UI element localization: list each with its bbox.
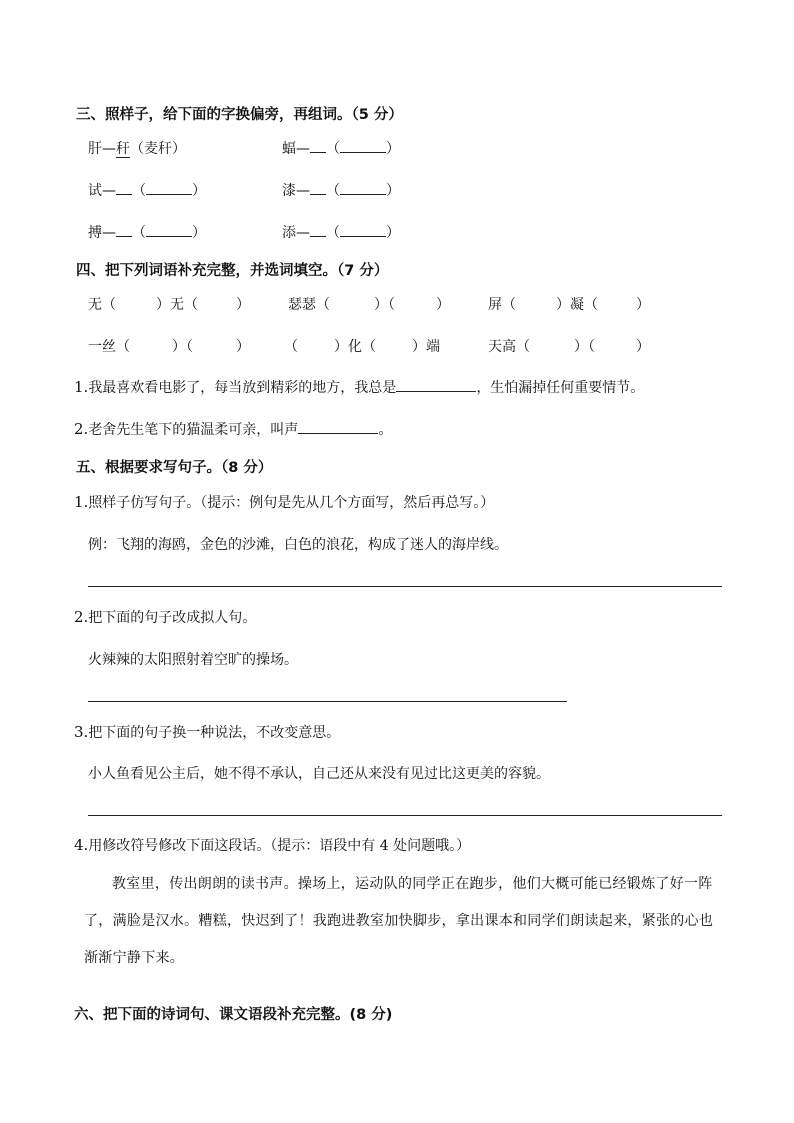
word-blank[interactable] — [340, 182, 386, 195]
idiom-part: ） — [436, 297, 450, 313]
example-answer: 秆 — [116, 141, 130, 157]
paren-close: ） — [386, 183, 400, 199]
paren-close: ） — [386, 225, 400, 241]
question-text: 用修改符号修改下面这段话。（提示：语段中有 — [88, 838, 380, 854]
item-qi — [282, 180, 400, 200]
problem-count: 4 — [379, 838, 389, 854]
idiom-part: 屏（ — [488, 297, 516, 313]
paren-close: ） — [386, 141, 400, 157]
item-bo — [88, 222, 206, 242]
answer-blank[interactable] — [298, 421, 378, 434]
idiom-part: ）化（ — [334, 339, 376, 355]
char-label: 试— — [88, 183, 116, 199]
question-text: 把下面的句子改成拟人句。 — [88, 610, 257, 626]
fill-question-1 — [74, 377, 644, 397]
idiom-part: ） — [236, 297, 250, 313]
question-text: 老舍先生笔下的猫温柔可亲，叫声 — [88, 422, 299, 438]
sentence-question-2 — [74, 607, 256, 627]
question-number: 4. — [74, 836, 89, 854]
idiom-part: ）端 — [412, 339, 440, 355]
char-label: 添— — [282, 225, 310, 241]
char-label: 漆— — [282, 183, 310, 199]
paren-open: （ — [326, 183, 340, 199]
idiom-part: 一丝（ — [88, 339, 130, 355]
paren-close: ） — [192, 225, 206, 241]
edit-paragraph: 教室里，传出朗朗的读书声。操场上，运动队的同学正在跑步，他们大概可能已经锻炼了好一阵了，满脸是汉水。糟糕，快迟到了！我跑进教室加快脚步，拿出课本和同学们朗读起来，紧张的心也渐渐宁静下来。 — [84, 876, 714, 966]
question-number: 2. — [74, 420, 89, 438]
idiom-part: ） — [636, 339, 650, 355]
sentence-question-1 — [74, 492, 494, 512]
item-shi — [88, 180, 206, 200]
char-blank[interactable] — [116, 224, 132, 237]
item-tian — [282, 222, 400, 242]
question-text: 我最喜欢看电影了，每当放到精彩的地方，我总是 — [88, 380, 397, 396]
paren-open: （ — [132, 225, 146, 241]
idiom-part: ） — [636, 297, 650, 313]
paren-close: ） — [192, 183, 206, 199]
item-fu — [282, 138, 400, 158]
idiom-part: （ — [284, 339, 298, 355]
question-text: 。 — [378, 422, 393, 438]
char-blank[interactable] — [310, 182, 326, 195]
idiom-part: 天高（ — [488, 339, 530, 355]
example-base-char: 肝— — [88, 141, 116, 157]
char-blank[interactable] — [310, 224, 326, 237]
question-text: 照样子仿写句子。（提示：例句是先从几个方面写，然后再总写。） — [88, 495, 495, 511]
question-text: 把下面的句子换一种说法，不改变意思。 — [88, 725, 341, 741]
idiom-part: ）无（ — [156, 297, 198, 313]
idiom-part: ）（ — [172, 339, 193, 355]
word-blank[interactable] — [340, 140, 386, 153]
sentence-question-4 — [74, 835, 470, 855]
paren-open: （ — [326, 141, 340, 157]
section-6-heading: 六、把下面的诗词句、课文语段补充完整。(8 分) — [74, 1007, 393, 1023]
question-number: 3. — [74, 723, 89, 741]
fill-question-2 — [74, 419, 392, 439]
idiom-part: 无（ — [88, 297, 116, 313]
idiom-part: ）（ — [374, 297, 395, 313]
question-text: ，生怕漏掉任何重要情节。 — [476, 380, 645, 396]
idiom-part: ） — [236, 339, 250, 355]
idiom-part: ）（ — [574, 339, 595, 355]
section-5-heading: 五、根据要求写句子。（8 分） — [76, 460, 273, 476]
example-sentence: 例：飞翔的海鸥，金色的沙滩，白色的浪花，构成了迷人的海岸线。 — [88, 537, 508, 553]
answer-line[interactable] — [88, 586, 722, 587]
sentence-question-3 — [74, 722, 340, 742]
paren-open: （ — [132, 183, 146, 199]
paren-open: （ — [326, 225, 340, 241]
answer-line[interactable] — [88, 701, 567, 702]
section-4-heading: 四、把下列词语补充完整，并选词填空。（7 分） — [76, 263, 389, 279]
word-blank[interactable] — [340, 224, 386, 237]
word-blank[interactable] — [146, 224, 192, 237]
char-blank[interactable] — [310, 140, 326, 153]
example-item — [88, 138, 186, 158]
word-blank[interactable] — [146, 182, 192, 195]
idiom-part: 瑟瑟（ — [288, 297, 330, 313]
section-3-heading: 三、照样子，给下面的字换偏旁，再组词。（5 分） — [76, 107, 403, 123]
idiom-part: ）凝（ — [556, 297, 598, 313]
char-blank[interactable] — [116, 182, 132, 195]
answer-line[interactable] — [88, 815, 722, 816]
question-text: 处问题哦。） — [388, 838, 471, 854]
question-number: 1. — [74, 493, 89, 511]
question-number: 1. — [74, 378, 89, 396]
source-sentence: 小人鱼看见公主后，她不得不承认，自己还从来没有见过比这更美的容貌。 — [88, 766, 550, 782]
char-label: 搏— — [88, 225, 116, 241]
answer-blank[interactable] — [396, 379, 476, 392]
source-sentence: 火辣辣的太阳照射着空旷的操场。 — [88, 652, 298, 668]
question-number: 2. — [74, 608, 89, 626]
example-word: （麦秆） — [130, 141, 186, 157]
char-label: 蝠— — [282, 141, 310, 157]
